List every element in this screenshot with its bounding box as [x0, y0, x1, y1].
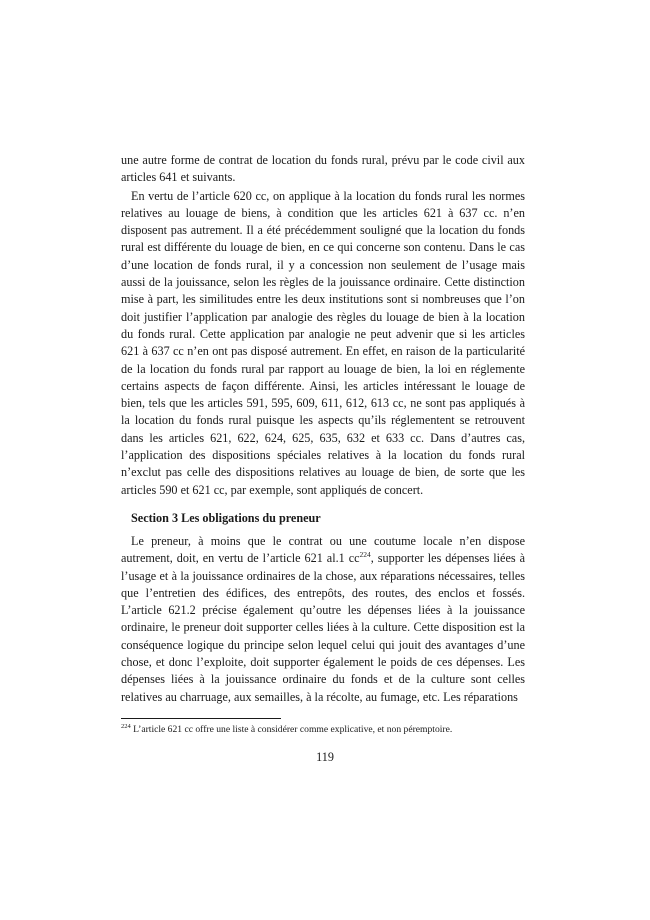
footnote-text: L’article 621 cc offre une liste à considérer comme explicative, et non péremptoire. — [130, 724, 453, 735]
paragraph-continuation: une autre forme de contrat de location du fonds rural, prévu par le code civil aux articles 641 et suivants. — [121, 153, 525, 185]
footnote — [121, 724, 525, 736]
footnote-number: 224 — [121, 723, 131, 730]
section-heading: Section 3 Les obligations du preneur — [131, 510, 321, 525]
paragraph-obligations-text-start: Le preneur, à moins que le contrat ou une coutume locale n’en dispose autrement, doit, en vertu de l’article 621 al.1 cc — [121, 533, 525, 566]
page-body — [121, 152, 525, 706]
footnote-separator — [121, 718, 281, 719]
page-number: 119 — [316, 750, 334, 764]
footnote-reference[interactable]: 224 — [359, 550, 371, 560]
paragraph-obligations-text-end: , supporter les dépenses liées à l’usage et à la jouissance ordinaires de la chose, aux réparations nécessaires, telles que l’entretien des édifices, des entrepôts, des routes, des enclos et fossés. L’article 621.2 précise également qu’outre les dépenses liées à la jouissance ordinaire, le preneur doit supporter celles liées à la culture. Cette disposition est la conséquence logique du principe selon lequel celui qui jouit des avantages d’une chose, et donc l’exploite, doit supporter également le poids de ces dépenses. Les dépenses liées à la jouissance ordinaire du fonds et de la culture sont celles relatives au charruage, aux semailles, à la récolte, au fumage, etc. Les réparations — [121, 551, 525, 704]
paragraph-obligations — [121, 533, 525, 706]
paragraph-article-620: En vertu de l’article 620 cc, on applique à la location du fonds rural les normes relatives au louage de biens, à condition que les articles 621 à 637 cc. n’en disposent pas autrement. Il a été précédemment souligné que la location du fonds rural est différente du louage de bien, en ce qui concerne son contenu. Dans le cas d’une location de fonds rural, il y a concession non seulement de l’usage mais aussi de la jouissance, selon les règles de la jouissance ordinaire. Cette distinction mise à part, les similitudes entre les deux institutions sont si nombreuses que l’on doit justifier l’application par analogie des règles du louage de bien à la location du fonds rural. Cette application par analogie ne peut advenir que si les articles 621 à 637 cc n’en ont pas disposé autrement. En effet, en raison de la particularité de la location du fonds rural par rapport au louage de bien, la loi en réglemente certains aspects de façon différente. Ainsi, les articles intéressant le louage de bien, tels que les articles 591, 595, 609, 611, 612, 613 cc, ne sont pas appliqués à la location du fonds rural puisque les aspects qu’ils réglementent se retrouvent dans les articles 621, 622, 624, 625, 635, 632 et 633 cc. Dans d’autres cas, l’application des dispositions spéciales relatives à la location du fonds rural n’exclut pas celle des dispositions relatives au louage de bien, de sorte que les articles 590 et 621 cc, par exemple, sont appliqués de concert. — [121, 188, 525, 497]
